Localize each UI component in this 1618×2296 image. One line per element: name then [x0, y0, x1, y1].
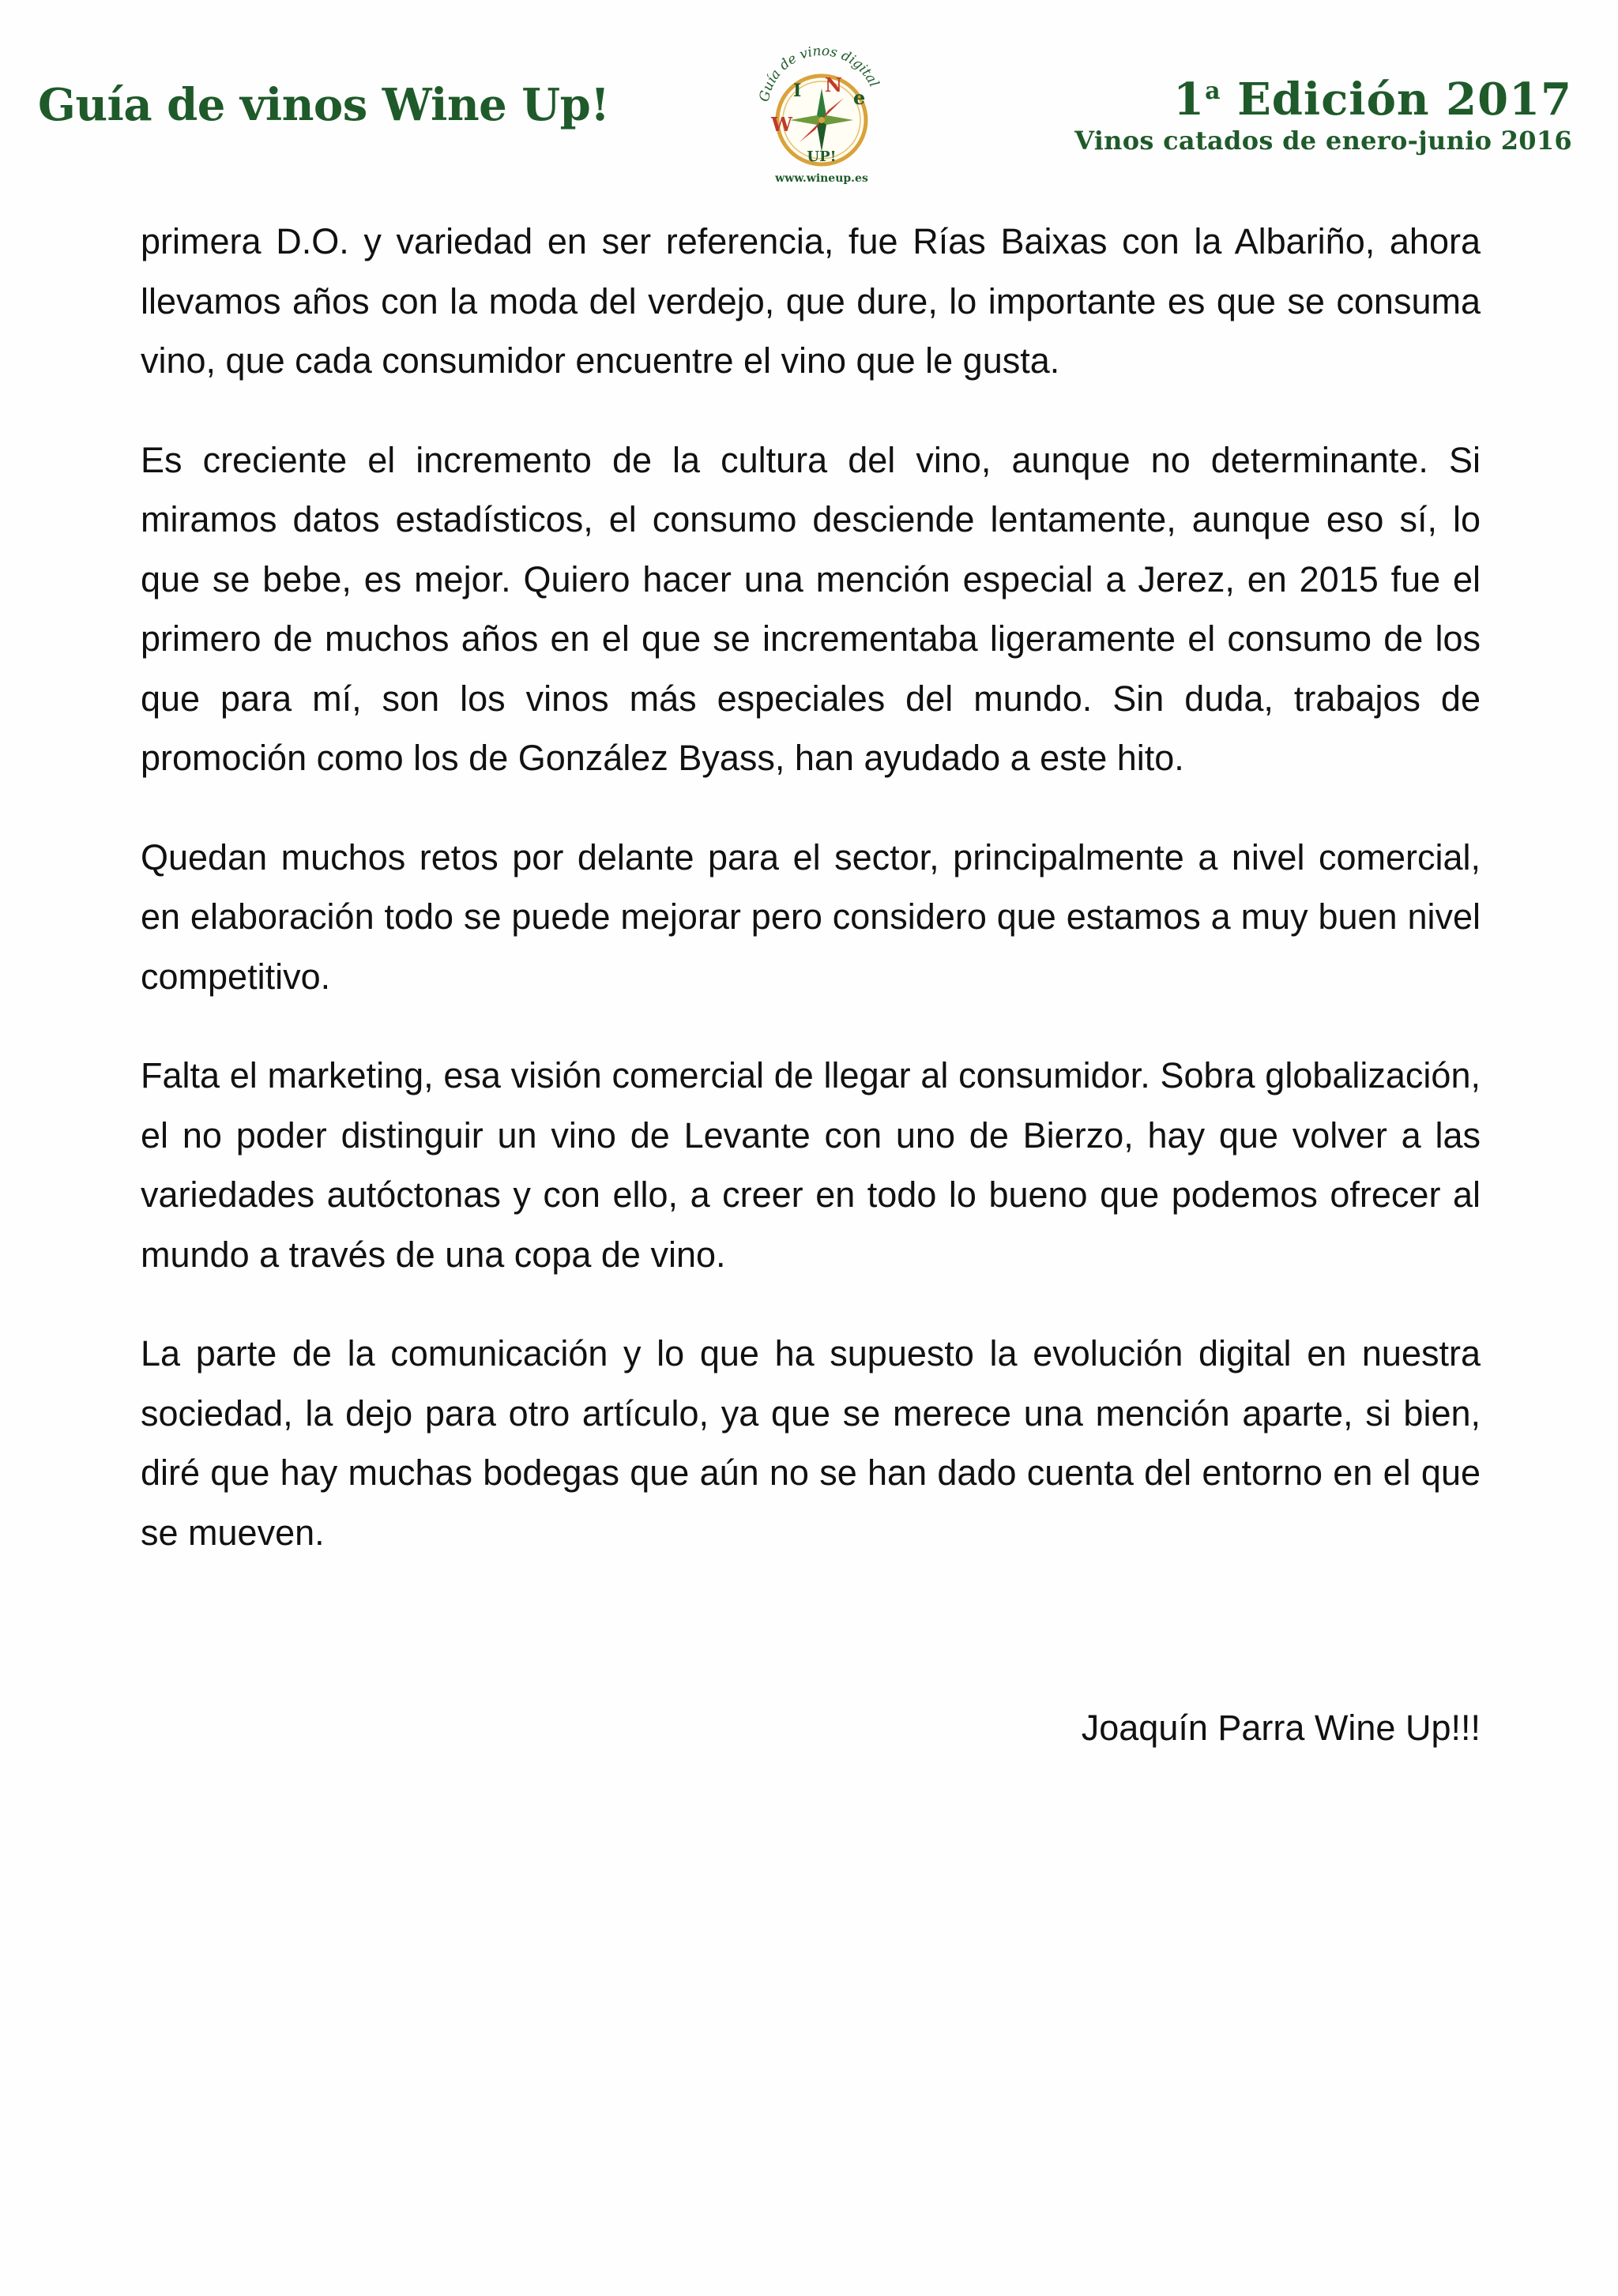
edition-text: Edición 2017	[1221, 73, 1572, 126]
author-signature: Joaquín Parra Wine Up!!!	[1081, 1708, 1481, 1748]
guide-title: Guía de vinos Wine Up!	[38, 79, 610, 131]
paragraph: Es creciente el incremento de la cultura del vino, aunque no determinante. Si miramos datos estadísticos, el consumo desciende lentamente, aunque eso sí, lo que se bebe, es mejor. Quiero hacer una mención especial a Jerez, en 2015 fue el primero de muchos años en el que se incrementaba ligeramente el consumo de los que para mí, son los vinos más especiales del mundo. Sin duda, trabajos de promoción como los de González Byass, han ayudado a este hito.	[141, 439, 1481, 778]
logo-letter-w: W	[771, 113, 792, 136]
edition-ordinal: a	[1205, 77, 1221, 105]
edition-number: 1	[1173, 73, 1206, 126]
paragraph: Quedan muchos retos por delante para el sector, principalmente a nivel comercial, en elaboración todo se puede mejorar pero considero que estamos a muy buen nivel competitivo.	[141, 836, 1481, 997]
logo-letter-e: e	[853, 86, 866, 109]
logo-url: www.wineup.es	[775, 172, 868, 185]
paragraph: Falta el marketing, esa visión comercial de llegar al consumidor. Sobra globalización, el no poder distinguir un vino de Levante con uno de Bierzo, hay que volver a las variedades autóctonas y con ello, a creer en todo lo bueno que podemos ofrecer al mundo a través de una copa de vino.	[141, 1055, 1481, 1275]
paragraph: primera D.O. y variedad en ser referencia, fue Rías Baixas con la Albariño, ahora llevamos años con la moda del verdejo, que dure, lo importante es que se consuma vino, que cada consumidor encuentre el vino que le gusta.	[141, 221, 1481, 381]
logo-center-text: UP!	[807, 148, 837, 165]
wine-up-logo	[743, 24, 901, 194]
edition-block	[1074, 66, 1572, 156]
logo-letter-n: N	[825, 73, 842, 96]
logo-letter-i: I	[793, 81, 802, 101]
article-body	[141, 212, 1481, 1602]
edition-title	[1074, 66, 1572, 125]
paragraph: La parte de la comunicación y lo que ha supuesto la evolución digital en nuestra sociedad, la dejo para otro artículo, ya que se merece una mención aparte, si bien, diré que hay muchas bodegas que aún no se han dado cuenta del entorno en el que se mueven.	[141, 1333, 1481, 1553]
edition-subtitle: Vinos catados de enero-junio 2016	[1074, 126, 1572, 156]
logo-arc-text: Guía de vinos digital	[756, 43, 882, 103]
